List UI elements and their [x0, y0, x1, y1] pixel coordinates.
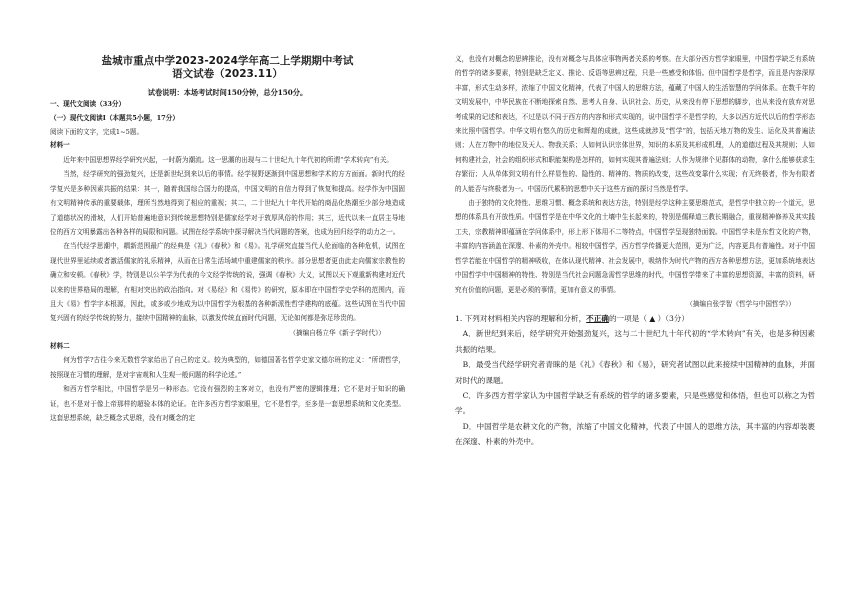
paragraph: 当然，经学研究的强劲复兴，还是新世纪到来以后的事情。经学视野逐渐到中国思想和学术的方方面面。新时代的经学复兴是多种因素共振的结果：其一，随着我国综合国力的提高，中国文明的自信力得到了恢复和提高。经学作为中国固有文明精神传承的重要载体，理所当然地得到了相应的重视；其二，二十世纪九十年代开始的商品化热潮至少部分地造成了道德状况的滑坡，人们开始普遍地意识到传统思想特别是儒家经学对于敦厚风俗的作用；其三，近代以来一直居主导地位的西方文明暴露出各种各样的局限和问题。试图在经学系统中探寻解决当代问题的答案，也成为回归经学的动力之一。 — [50, 170, 405, 236]
exam-note: 试卷说明：本场考试时间150分钟，总分150分。 — [147, 88, 308, 97]
exam-subtitle: 语文试卷（2023.11） — [172, 68, 283, 80]
paragraph: 近年来中国思想界经学研究兴起，一时蔚为潮流。这一思潮的出现与二十世纪九十年代初的所谓“学术转向”有关。 — [63, 155, 394, 164]
paragraph: 何为哲学?古往今来无数哲学家给出了自己的定义。较为典型的，如德国著名哲学史家文德尔班的定义：“所谓哲学，按照现在习惯的理解，是对宇宙观和人生观一般问题的科学论述。” — [50, 356, 405, 379]
subsection-heading: （一）现代文阅读Ⅰ（本题共5小题，17分） — [50, 113, 179, 122]
right-column — [455, 52, 815, 450]
material-label: 材料一 — [50, 141, 70, 150]
answer-option: D．中国哲学是农耕文化的产物，浓缩了中国文化精神，代表了中国人的思维方法，其丰富的内容却装裹在深邃、朴素的外壳中。 — [455, 421, 815, 447]
left-column — [50, 0, 405, 425]
material-label: 材料二 — [50, 341, 70, 350]
section-heading: 一、现代文阅读（33分） — [50, 100, 126, 108]
answer-option: A．新世纪到来后，经学研究开始强劲复兴，这与二十世纪九十年代初的“学术转向”有关，也是多种因素共振的结果。 — [455, 329, 815, 354]
answer-option: B．最受当代经学研究者青睐的是《礼》《春秋》和《易》，研究者试图以此来接续中国精神的血脉，并面对时代的课题。 — [455, 360, 815, 385]
reading-instruction: 阅读下面的文字，完成1~5题。 — [50, 128, 144, 136]
source-citation: （摘编自杨立华《新子学时代》） — [289, 328, 385, 337]
paragraph: 在当代经学思潮中，耦新范围最广的经典是《礼》《春秋》和《易》。礼学研究直接当代人伦面临的各种危机，试图在现代世界里延续或者激活儒家的礼乐精神，从而在日常生活场域中重建儒家的秩序。部分思想者更由此走向儒家宗教性的确立和安顿。《春秋》学，特别是以公羊学为代表的今文经学传统的说，强调《春秋》大义，试图以天下观重新构建对近代以来的世界格局的理解，有相对突出的政治指向。对《易经》和《易传》的研究，原本即在中国哲学史学科的范围内，而且大《易》哲学宇本根源，因此，或多或少地成为以中国哲学为根基的各种新派性哲学建构的底蕴。这些试图在当代中国复兴固有的经学传统的努力，接续中国精神的血脉，以激发传统直面时代问题，无论如何都是弥足珍贵的。 — [50, 242, 405, 323]
question-stem: 1. 下列对材料相关内容的理解和分析，不正确的一项是（ ▲ ）（3分） — [455, 313, 689, 323]
paragraph: 和西方哲学相比，中国哲学是另一种形态。它没有强烈的主客对立，也没有严密的逻辑推理；它不是对于知识的确证，也不是对于像上帝那样的超验本体的论证。在许多西方哲学家眼里，它不是哲学，至多是一套思想系统和文化类型。这套思想系统，缺乏概念式思维，没有对概念的定 — [50, 385, 405, 422]
exam-title: 盐城市重点中学2023-2024学年高二上学期期中考试 — [101, 55, 354, 67]
paragraph: 由于独特的文化特性、思维习惯、概念系统和表达方法，特别是经学这种主要思维范式，是哲学中独立的一个道元，思想的体系具有开放性质。中国哲学是在中华文化的土壤中生长起来的，特别是儒释道三教长期融合，重视精神修养及其实践工夫，宗教精神即蕴涵在学问体系中，形上形下体用不二等特点，中国哲学呈现独特面貌。中国哲学未是东哲文化的产物，丰富的内容涵盖在深邃、朴素的外壳中。相较中国哲学，西方哲学传播更大范围，更为广泛，内容更具有普遍性。对于中国哲学若能在中国哲学的精神吸收，在体认现代精神、社会发展中，吸纳作为时代产物的西方各种思想方法，更加系统地表达中国哲学中中国精神的特性、特别是当代社会问题急需哲学思维的时代，中国哲学带来了丰富的思想资源，丰富的资料，研究有价值的问题，更是必须的事情，更加有意义的事情。 — [455, 199, 815, 294]
paragraph: 义，也没有对概念的思辨推论，没有对概念与具体应事物两者关系的考察。在大部分西方哲学家眼里，中国哲学缺乏有系统的哲学的诸多要素，特别是缺乏定义、推论、反语等思辨过程，只是一些感受和体悟。但中国哲学是哲学，而且是内容深厚丰富，形式生动多样，浓缩了中国文化精神，代表了中国人的思维方法，蕴藏了中国人的生活智慧的学问体系。在数千年的文明发展中，中华民族在不断地探索自然、思考人自身、认识社会、历史，从来没有停下思想的脚步，也从来没有放弃对思考成果的记述和表达，不过是以不同于西方的内容和形式实现的，说中国哲学不是哲学的，大多以西方近代以后的哲学形态来比照中国哲学。中华文明有悠久的历史和辉煌的成就，这些成就涉及“哲学”的，包括天地万物的发生、运化及其普遍法则；人在万物中的地位及天人、物我关系；人如何认识宗体世界，知识的本质及其形成机理，人的道德过程及其规则；人如何构建社会，社会的组织形式和职能架构是怎样的，如何实现其普遍法则；人作为规律个见群体的动物，拿什么能够获求生存繁衍；人从单体到文明有什么样显性的、隐性的、精神的、物质的改变，这些改变靠什么实现；有无终极者，作为有限者的人能否与终极者为一。中国历代累积的思想中关于这些方面的探讨当然是哲学。 — [455, 55, 815, 193]
answer-option: C．许多西方哲学家认为中国哲学缺乏有系统的哲学的诸多要素，只是些感觉和体悟，但也可以称之为哲学。 — [455, 390, 815, 416]
source-citation: （摘编自张学智《哲学与中国哲学》） — [686, 299, 795, 308]
